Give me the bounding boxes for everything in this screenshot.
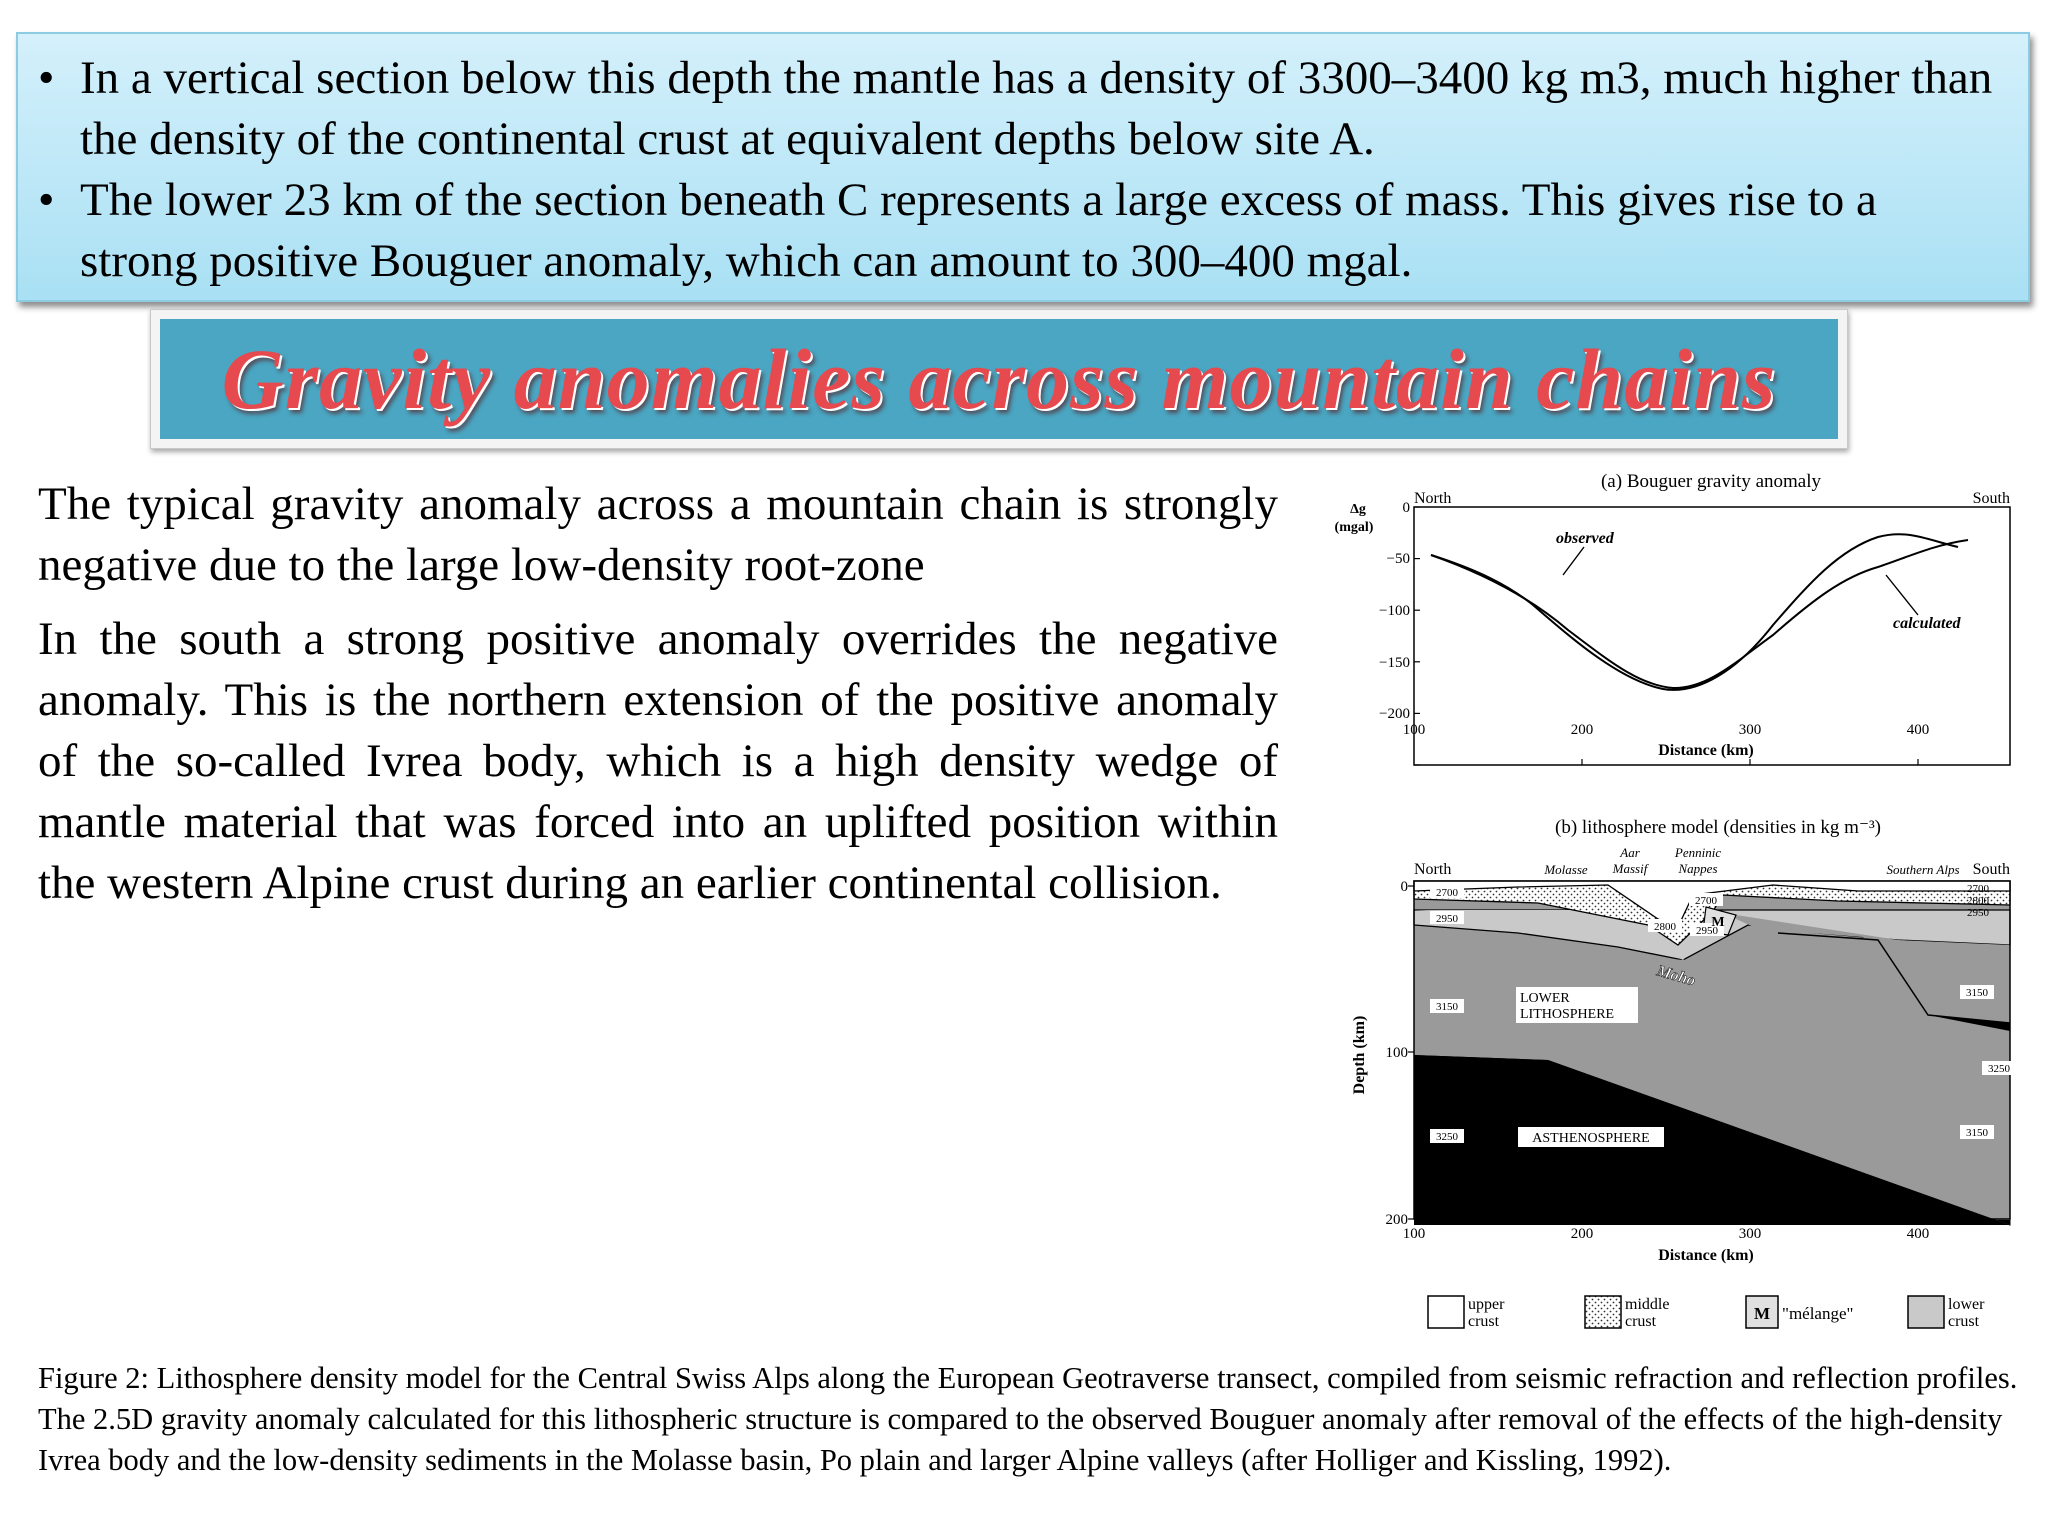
y-tick-label: 200: [1385, 1212, 1408, 1228]
density-label: 3250: [1436, 1131, 1458, 1143]
bullet-item: • The lower 23 km of the section beneath C represents a large excess of mass. This gives rise to a strong positive Bouguer anomaly, which can amount to 300–400 mgal.: [80, 170, 1998, 292]
paragraph: The typical gravity anomaly across a mountain chain is strongly negative due to the large low-density root-zone: [38, 478, 1278, 591]
density-label: 2800: [1967, 895, 1989, 907]
density-label: 2700: [1695, 895, 1717, 907]
legend: [1428, 1296, 1985, 1330]
density-label: 2950: [1696, 925, 1718, 937]
calculated-pointer: [1886, 575, 1918, 615]
north-label: North: [1414, 861, 1452, 878]
x-tick-label: 200: [1570, 722, 1594, 738]
slide-title: Gravity anomalies across mountain chains: [221, 331, 1777, 427]
aar-label: Massif: [1612, 861, 1648, 876]
y-tick-label: 0: [1402, 500, 1410, 516]
y-axis-unit: (mgal): [1334, 520, 1374, 535]
density-label: 2950: [1967, 907, 1989, 919]
legend-label: middle: [1625, 1296, 1670, 1313]
panel-b: [1351, 817, 2016, 1264]
y-ticks: [1408, 886, 1414, 1219]
x-tick-label: 200: [1570, 1226, 1594, 1242]
density-label: 2800: [1654, 921, 1676, 933]
south-label: South: [1972, 861, 2010, 878]
observed-label: observed: [1556, 530, 1614, 547]
density-label: 3250: [1988, 1063, 2010, 1075]
x-axis-label: Distance (km): [1658, 742, 1754, 759]
y-tick-label: 100: [1385, 1045, 1408, 1061]
legend-label: M: [1753, 1304, 1771, 1323]
southern-alps-label: Southern Alps: [1886, 862, 1960, 877]
panel-a-title: (a) Bouguer gravity anomaly: [1600, 471, 1822, 492]
summary-box: [16, 32, 2030, 302]
legend-label: upper: [1468, 1296, 1505, 1313]
title-banner-frame: [150, 309, 1848, 449]
body-text: [38, 474, 1278, 914]
y-tick-label: −150: [1379, 655, 1410, 671]
x-tick-label: 300: [1738, 722, 1762, 738]
melange-label: M: [1711, 915, 1725, 930]
density-label: 2700: [1436, 887, 1458, 899]
calculated-label: calculated: [1893, 615, 1961, 632]
legend-label: lower: [1948, 1296, 1985, 1313]
asthenosphere-label: ASTHENOSPHERE: [1532, 1131, 1650, 1146]
figure-caption: Figure 2: Lithosphere density model for the Central Swiss Alps along the European Geotraverse transect, compiled from seismic refraction and reflection profiles. The 2.5D gravity anomaly calculated for this lithospheric structure is compared to the observed Bouguer anomaly after removal of the effects of the high-density Ivrea body and the low-density sediments in the Molasse basin, Po plain and larger Alpine valleys (after Holliger and Kissling, 1992).: [38, 1361, 2018, 1477]
y-axis-label: Δg: [1350, 502, 1366, 517]
moho-label: Moho: [1654, 962, 1698, 990]
legend-label: crust: [1468, 1313, 1500, 1330]
legend-label: crust: [1948, 1313, 1980, 1330]
lower-lithosphere-label: LITHOSPHERE: [1520, 1007, 1615, 1022]
density-label: 3150: [1436, 1001, 1458, 1013]
x-axis-label: Distance (km): [1658, 1247, 1754, 1264]
calculated-curve: [1431, 540, 1968, 688]
density-label: 3150: [1966, 1127, 1988, 1139]
observed-pointer: [1563, 547, 1584, 575]
y-tick-label: −100: [1379, 603, 1410, 619]
x-tick-label: 400: [1906, 722, 1930, 738]
north-label: North: [1414, 490, 1452, 507]
geophysics-figure: [1318, 455, 2018, 1355]
x-tick-labels: [1403, 722, 1930, 738]
density-label: 2700: [1967, 883, 1989, 895]
figure: [1318, 455, 2018, 1355]
legend-label: crust: [1625, 1313, 1657, 1330]
y-axis-label: Depth (km): [1351, 1015, 1368, 1095]
panel-a: [1335, 471, 2010, 765]
x-tick-label: 300: [1738, 1226, 1762, 1242]
penninic-label: Penninic: [1674, 845, 1722, 860]
y-tick-label: 0: [1400, 879, 1408, 895]
south-label: South: [1972, 490, 2010, 507]
density-label: 3150: [1966, 987, 1988, 999]
density-label: 2950: [1436, 913, 1458, 925]
title-banner: [160, 319, 1838, 439]
bullet-item: • In a vertical section below this depth the mantle has a density of 3300–3400 kg m3, much higher than the density of the continental crust at equivalent depths below site A.: [80, 48, 1998, 170]
y-ticks: [1414, 507, 1918, 765]
panel-b-title: (b) lithosphere model (densities in kg m⁻³): [1555, 817, 1881, 838]
legend-swatch-middle: [1585, 1296, 1621, 1328]
x-tick-label: 100: [1402, 722, 1426, 738]
y-tick-labels: [1386, 879, 1409, 1228]
x-tick-label: 100: [1402, 1226, 1426, 1242]
y-tick-labels: [1379, 500, 1410, 722]
y-tick-label: −200: [1379, 706, 1410, 722]
legend-label: "mélange": [1782, 1304, 1854, 1323]
y-tick-label: −50: [1386, 551, 1410, 567]
aar-label: Aar: [1620, 845, 1640, 860]
bullet-list: [18, 34, 2028, 292]
penninic-label: Nappes: [1678, 861, 1718, 876]
observed-curve: [1431, 534, 1958, 690]
paragraph: In the south a strong positive anomaly overrides the negative anomaly. This is the northern extension of the positive anomaly of the so-called Ivrea body, which is a high density wedge of mantle material that was forced into an uplifted position within the western Alpine crust during an earlier continental collision.: [38, 613, 1278, 909]
lower-lithosphere-label: LOWER: [1520, 991, 1570, 1006]
legend-swatch-lower: [1908, 1296, 1944, 1328]
x-tick-labels: [1403, 1226, 1930, 1242]
molasse-label: Molasse: [1544, 862, 1588, 877]
legend-swatch-upper: [1428, 1296, 1464, 1328]
x-tick-label: 400: [1906, 1226, 1930, 1242]
